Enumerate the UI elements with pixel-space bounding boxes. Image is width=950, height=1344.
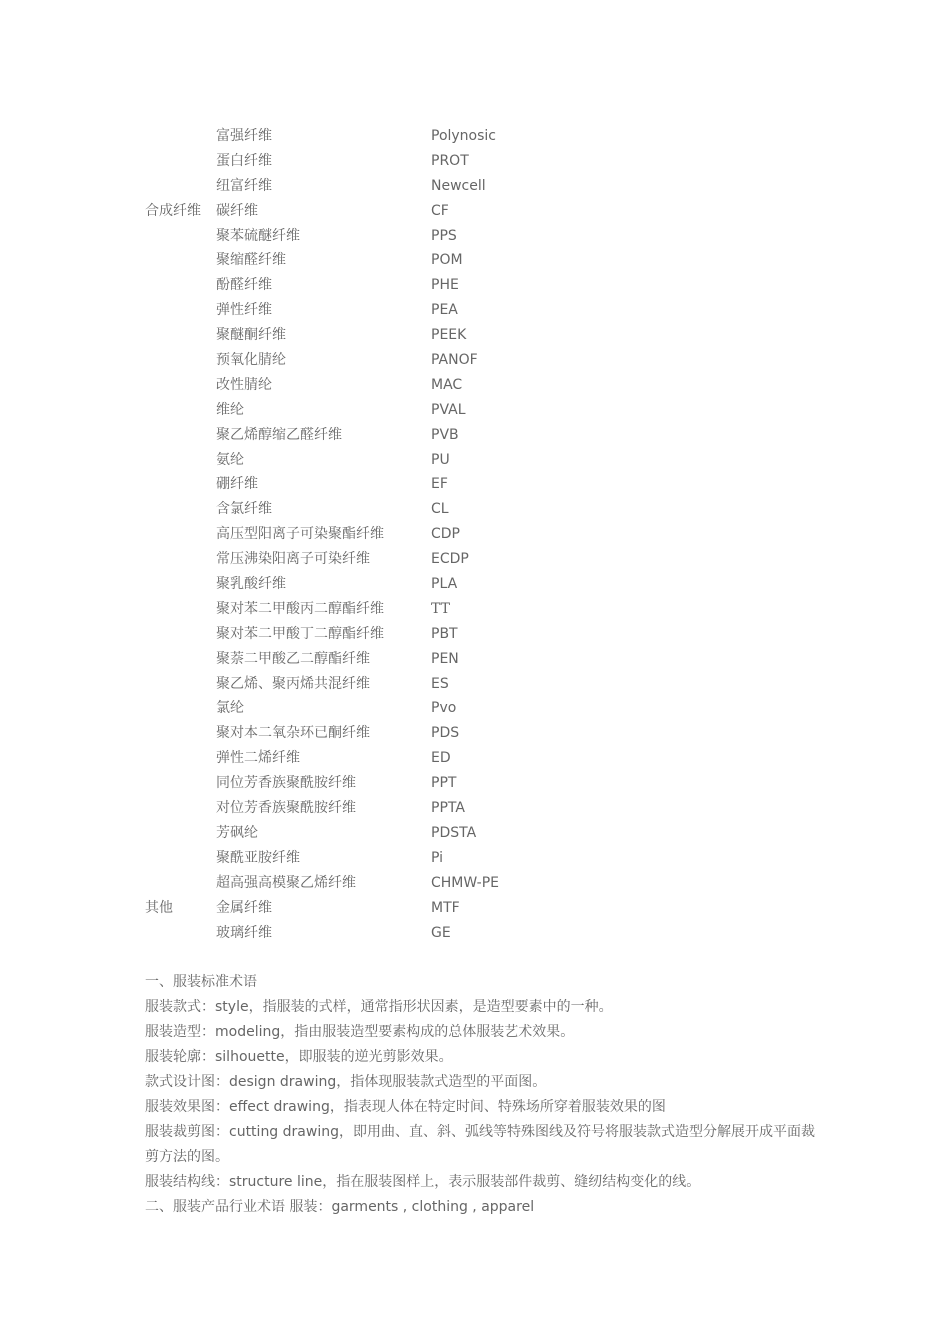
fiber-name: 同位芳香族聚酰胺纤维 [216,775,356,792]
fiber-abbreviation: PPT [431,775,457,792]
table-row [145,771,825,796]
term-label: 服装造型： [145,1024,215,1041]
table-row [145,921,825,946]
fiber-abbreviation: PVAL [431,401,466,418]
term-label: 服装结构线： [145,1173,229,1190]
fiber-abbreviation: PVB [431,426,459,443]
term-english: modeling [215,1024,281,1041]
fiber-abbreviation: ECDP [431,551,469,568]
term-description: ，指体现服装款式造型的平面图。 [336,1074,547,1091]
fiber-name: 聚乙烯、聚丙烯共混纤维 [216,675,370,692]
fiber-name: 芳砜纶 [216,824,258,841]
term-english: style [215,999,249,1016]
table-row [145,547,825,572]
document-page [145,124,825,1219]
section-heading-2-title: 二、服装产品行业术语 [145,1198,285,1215]
fiber-name: 纽富纤维 [216,177,272,194]
term-english: effect drawing [229,1098,330,1115]
term-item [145,1120,825,1170]
fiber-abbreviation: Newcell [431,177,486,194]
term-description: ，指表现人体在特定时间、特殊场所穿着服装效果的图 [329,1098,666,1115]
term-label: 服装： [289,1198,332,1215]
table-row [145,149,825,174]
fiber-name: 聚萘二甲酸乙二醇酯纤维 [216,650,370,667]
fiber-abbreviation: CDP [431,526,460,543]
fiber-name: 超高强高模聚乙烯纤维 [216,874,356,891]
fiber-name: 高压型阳离子可染聚酯纤维 [216,526,384,543]
fiber-abbreviation: PEA [431,302,458,319]
table-row [145,199,825,224]
fiber-name: 聚醚酮纤维 [216,327,286,344]
table-row [145,522,825,547]
term-description: ，指在服装图样上，表示服装部件裁剪、缝纫结构变化的线。 [322,1173,701,1190]
term-item [145,1020,825,1045]
fiber-abbreviation: PLA [431,576,458,593]
term-label: 服装效果图： [145,1098,229,1115]
fiber-name: 弹性纤维 [216,302,272,319]
fiber-abbreviation: PDS [431,725,460,742]
term-item [145,1170,825,1195]
fiber-abbreviation: PHE [431,277,459,294]
fiber-name: 聚对本二氧杂环已酮纤维 [216,725,370,742]
table-row [145,871,825,896]
table-row [145,448,825,473]
fiber-name: 氯纶 [216,700,244,717]
fiber-abbreviation: MAC [431,376,463,393]
fiber-name: 改性腈纶 [216,376,272,393]
section-heading-2 [145,1195,825,1220]
table-row [145,472,825,497]
table-row [145,696,825,721]
term-label: 服装裁剪图： [145,1123,229,1140]
fiber-name: 玻璃纤维 [216,924,272,941]
table-row [145,174,825,199]
term-description: ，即用曲、直、斜、弧线等特殊图线及符号将服装款式造型分解展开成平面裁剪方法的图。 [145,1123,815,1165]
table-row [145,746,825,771]
table-row [145,273,825,298]
fiber-abbreviation: PEN [431,650,459,667]
table-row [145,846,825,871]
table-row [145,572,825,597]
fiber-abbreviation: ES [431,675,449,692]
fiber-abbreviation: PBT [431,625,458,642]
term-list [145,995,825,1194]
fiber-name: 含氯纤维 [216,501,272,518]
fiber-name: 常压沸染阳离子可染纤维 [216,551,370,568]
table-row [145,821,825,846]
fiber-abbreviation: PROT [431,152,469,169]
fiber-name: 聚乳酸纤维 [216,576,286,593]
fiber-name: 维纶 [216,401,244,418]
fiber-name: 弹性二烯纤维 [216,750,300,767]
fiber-name: 对位芳香族聚酰胺纤维 [216,800,356,817]
term-item [145,1045,825,1070]
fiber-name: 预氧化腈纶 [216,352,286,369]
term-english: cutting drawing [229,1123,339,1140]
fiber-abbreviation: PPTA [431,800,465,817]
fiber-abbreviation: PANOF [431,352,478,369]
term-description: ，指服装的式样，通常指形状因素，是造型要素中的一种。 [248,999,613,1016]
fiber-name: 聚酰亚胺纤维 [216,849,300,866]
table-row [145,348,825,373]
table-row [145,672,825,697]
fiber-name: 蛋白纤维 [216,152,272,169]
table-row [145,298,825,323]
term-english: silhouette [215,1049,285,1066]
fiber-category: 其他 [145,899,173,916]
term-item [145,1070,825,1095]
fiber-abbreviation: GE [431,924,451,941]
fiber-abbreviation: CF [431,202,449,219]
table-row [145,373,825,398]
fiber-category: 合成纤维 [145,202,201,219]
fiber-abbreviation: CHMW-PE [431,874,499,891]
fiber-abbreviation: PDSTA [431,824,477,841]
term-item [145,995,825,1020]
fiber-name: 酚醛纤维 [216,277,272,294]
fiber-name: 碳纤维 [216,202,258,219]
table-row [145,796,825,821]
fiber-abbreviation: PPS [431,227,457,244]
table-row [145,248,825,273]
spacer [145,945,825,970]
fiber-abbreviation: PU [431,451,450,468]
terms-section [145,970,825,1219]
fiber-abbreviation: ED [431,750,451,767]
table-row [145,647,825,672]
table-row [145,423,825,448]
fiber-abbreviation: TT [431,600,450,617]
term-english: structure line [229,1173,323,1190]
table-row [145,398,825,423]
fiber-abbreviation: MTF [431,899,460,916]
fiber-table [145,124,825,945]
table-row [145,896,825,921]
term-label: 服装轮廓： [145,1049,215,1066]
fiber-name: 硼纤维 [216,476,258,493]
fiber-name: 金属纤维 [216,899,272,916]
table-row [145,497,825,522]
table-row [145,224,825,249]
table-row [145,124,825,149]
term-label: 服装款式： [145,999,215,1016]
fiber-abbreviation: CL [431,501,449,518]
table-row [145,721,825,746]
term-english: garments , clothing , apparel [331,1198,535,1215]
term-description: ，指由服装造型要素构成的总体服装艺术效果。 [280,1024,575,1041]
fiber-name: 聚苯硫醚纤维 [216,227,300,244]
table-row [145,323,825,348]
fiber-name: 富强纤维 [216,128,272,144]
table-row [145,622,825,647]
fiber-abbreviation: EF [431,476,448,493]
term-description: ，即服装的逆光剪影效果。 [284,1049,453,1066]
fiber-abbreviation: Polynosic [431,128,497,144]
term-english: design drawing [229,1074,337,1091]
table-row [145,597,825,622]
section-heading-1: 一、服装标准术语 [145,974,257,991]
fiber-abbreviation: Pi [431,849,444,866]
fiber-name: 聚对苯二甲酸丁二醇酯纤维 [216,625,384,642]
fiber-name: 聚乙烯醇缩乙醛纤维 [216,426,342,443]
fiber-abbreviation: Pvo [431,700,457,717]
fiber-abbreviation: POM [431,252,463,269]
fiber-name: 氨纶 [216,451,244,468]
fiber-name: 聚缩醛纤维 [216,252,286,269]
term-label: 款式设计图： [145,1074,229,1091]
fiber-abbreviation: PEEK [431,327,467,344]
term-item [145,1095,825,1120]
fiber-name: 聚对苯二甲酸丙二醇酯纤维 [216,600,384,617]
